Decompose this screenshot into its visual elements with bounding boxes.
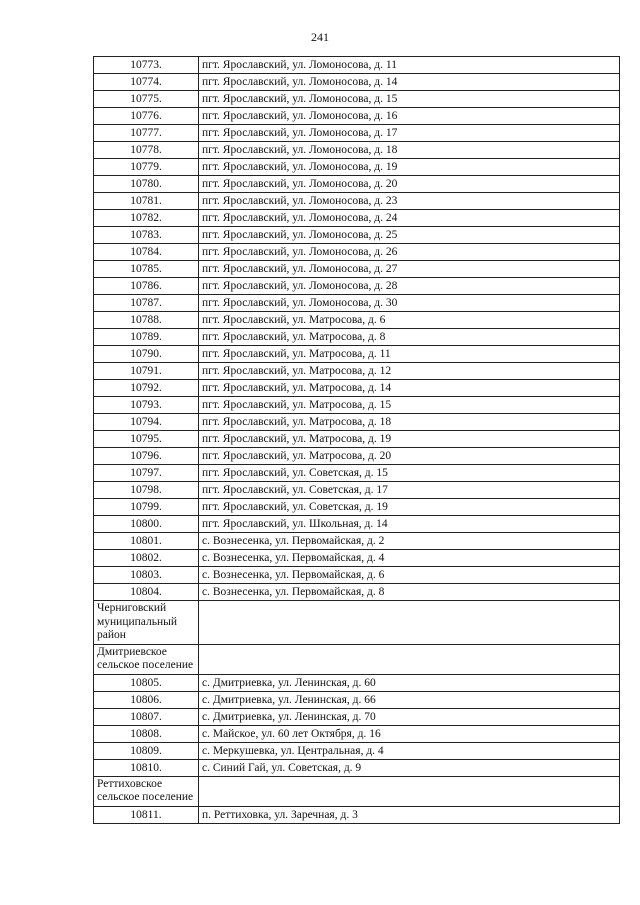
address-table [93,56,620,824]
row-address: пгт. Ярославский, ул. Ломоносова, д. 18 [199,142,620,159]
table-row [94,759,620,776]
row-address: пгт. Ярославский, ул. Школьная, д. 14 [199,516,620,533]
row-number: 10786. [94,278,199,295]
row-number: 10802. [94,550,199,567]
row-number: 10794. [94,414,199,431]
row-address: с. Вознесенка, ул. Первомайская, д. 2 [199,533,620,550]
table-row [94,431,620,448]
table-row [94,691,620,708]
row-address: с. Майское, ул. 60 лет Октября, д. 16 [199,725,620,742]
row-address: с. Дмитриевка, ул. Ленинская, д. 70 [199,708,620,725]
row-number: 10776. [94,108,199,125]
row-address: пгт. Ярославский, ул. Советская, д. 17 [199,482,620,499]
row-address: с. Дмитриевка, ул. Ленинская, д. 60 [199,674,620,691]
row-number: 10787. [94,295,199,312]
table-row [94,363,620,380]
row-address: пгт. Ярославский, ул. Ломоносова, д. 11 [199,57,620,74]
row-number: 10795. [94,431,199,448]
row-address: пгт. Ярославский, ул. Матросова, д. 6 [199,312,620,329]
row-address: пгт. Ярославский, ул. Ломоносова, д. 16 [199,108,620,125]
row-address: с. Синий Гай, ул. Советская, д. 9 [199,759,620,776]
row-number: 10777. [94,125,199,142]
table-row [94,448,620,465]
table-row [94,261,620,278]
row-number: 10796. [94,448,199,465]
table-row [94,674,620,691]
row-address: пгт. Ярославский, ул. Матросова, д. 8 [199,329,620,346]
table-row [94,142,620,159]
row-number: 10775. [94,91,199,108]
row-number: 10783. [94,227,199,244]
row-address: пгт. Ярославский, ул. Матросова, д. 12 [199,363,620,380]
table-row [94,567,620,584]
row-number: 10779. [94,159,199,176]
table-row [94,499,620,516]
table-row [94,295,620,312]
row-number: 10773. [94,57,199,74]
row-number: 10803. [94,567,199,584]
row-address: пгт. Ярославский, ул. Матросова, д. 20 [199,448,620,465]
row-number: 10774. [94,74,199,91]
table-row [94,742,620,759]
row-address: пгт. Ярославский, ул. Ломоносова, д. 19 [199,159,620,176]
row-number: 10784. [94,244,199,261]
row-number: 10790. [94,346,199,363]
row-address: пгт. Ярославский, ул. Ломоносова, д. 25 [199,227,620,244]
row-address: пгт. Ярославский, ул. Ломоносова, д. 14 [199,74,620,91]
table-row [94,465,620,482]
row-address: пгт. Ярославский, ул. Ломоносова, д. 17 [199,125,620,142]
district-header: Черниговский муниципальный район [94,601,199,645]
row-number: 10799. [94,499,199,516]
row-number: 10800. [94,516,199,533]
table-row [94,227,620,244]
row-address: пгт. Ярославский, ул. Ломоносова, д. 30 [199,295,620,312]
row-address: пгт. Ярославский, ул. Матросова, д. 19 [199,431,620,448]
table-row [94,193,620,210]
table-row [94,125,620,142]
row-number: 10792. [94,380,199,397]
row-address: пгт. Ярославский, ул. Ломоносова, д. 28 [199,278,620,295]
table-row [94,244,620,261]
row-number: 10782. [94,210,199,227]
row-number: 10793. [94,397,199,414]
table-row [94,482,620,499]
table-row [94,806,620,823]
row-number: 10781. [94,193,199,210]
table-row [94,329,620,346]
row-address: пгт. Ярославский, ул. Матросова, д. 15 [199,397,620,414]
row-address: пгт. Ярославский, ул. Матросова, д. 11 [199,346,620,363]
table-row [94,414,620,431]
row-number: 10806. [94,691,199,708]
row-number: 10780. [94,176,199,193]
page-number: 241 [311,30,329,44]
district-header-row [94,601,620,645]
row-number: 10801. [94,533,199,550]
row-number: 10805. [94,674,199,691]
row-number: 10808. [94,725,199,742]
row-number: 10811. [94,806,199,823]
table-row [94,380,620,397]
table-row [94,708,620,725]
row-address: пгт. Ярославский, ул. Советская, д. 15 [199,465,620,482]
row-number: 10785. [94,261,199,278]
table-row [94,74,620,91]
row-address: с. Вознесенка, ул. Первомайская, д. 8 [199,584,620,601]
row-address: п. Реттиховка, ул. Заречная, д. 3 [199,806,620,823]
row-address: с. Дмитриевка, ул. Ленинская, д. 66 [199,691,620,708]
table-row [94,516,620,533]
row-number: 10789. [94,329,199,346]
row-address: с. Вознесенка, ул. Первомайская, д. 6 [199,567,620,584]
district-header-empty-cell [199,601,620,645]
row-address: пгт. Ярославский, ул. Ломоносова, д. 15 [199,91,620,108]
table-row [94,725,620,742]
row-address: с. Меркушевка, ул. Центральная, д. 4 [199,742,620,759]
table-row [94,159,620,176]
settlement-header-rettikhovskoe-row [94,776,620,806]
table-row [94,108,620,125]
settlement-header-dmitrievskoe-empty-cell [199,644,620,674]
row-number: 10778. [94,142,199,159]
row-number: 10809. [94,742,199,759]
row-address: пгт. Ярославский, ул. Советская, д. 19 [199,499,620,516]
row-number: 10797. [94,465,199,482]
table-row [94,533,620,550]
row-number: 10798. [94,482,199,499]
row-number: 10810. [94,759,199,776]
settlement-header-dmitrievskoe-row [94,644,620,674]
row-number: 10791. [94,363,199,380]
table-row [94,584,620,601]
table-row [94,550,620,567]
table-row [94,278,620,295]
row-address: пгт. Ярославский, ул. Ломоносова, д. 24 [199,210,620,227]
row-number: 10807. [94,708,199,725]
table-row [94,346,620,363]
table-row [94,397,620,414]
row-address: пгт. Ярославский, ул. Ломоносова, д. 23 [199,193,620,210]
row-number: 10788. [94,312,199,329]
row-number: 10804. [94,584,199,601]
table-row [94,312,620,329]
table-row [94,210,620,227]
row-address: пгт. Ярославский, ул. Матросова, д. 14 [199,380,620,397]
table-row [94,176,620,193]
table-row [94,57,620,74]
row-address: пгт. Ярославский, ул. Ломоносова, д. 27 [199,261,620,278]
row-address: с. Вознесенка, ул. Первомайская, д. 4 [199,550,620,567]
row-address: пгт. Ярославский, ул. Ломоносова, д. 20 [199,176,620,193]
table-row [94,91,620,108]
row-address: пгт. Ярославский, ул. Матросова, д. 18 [199,414,620,431]
row-address: пгт. Ярославский, ул. Ломоносова, д. 26 [199,244,620,261]
settlement-header-rettikhovskoe: Реттиховское сельское поселение [94,776,199,806]
settlement-header-dmitrievskoe: Дмитриевское сельское поселение [94,644,199,674]
settlement-header-rettikhovskoe-empty-cell [199,776,620,806]
